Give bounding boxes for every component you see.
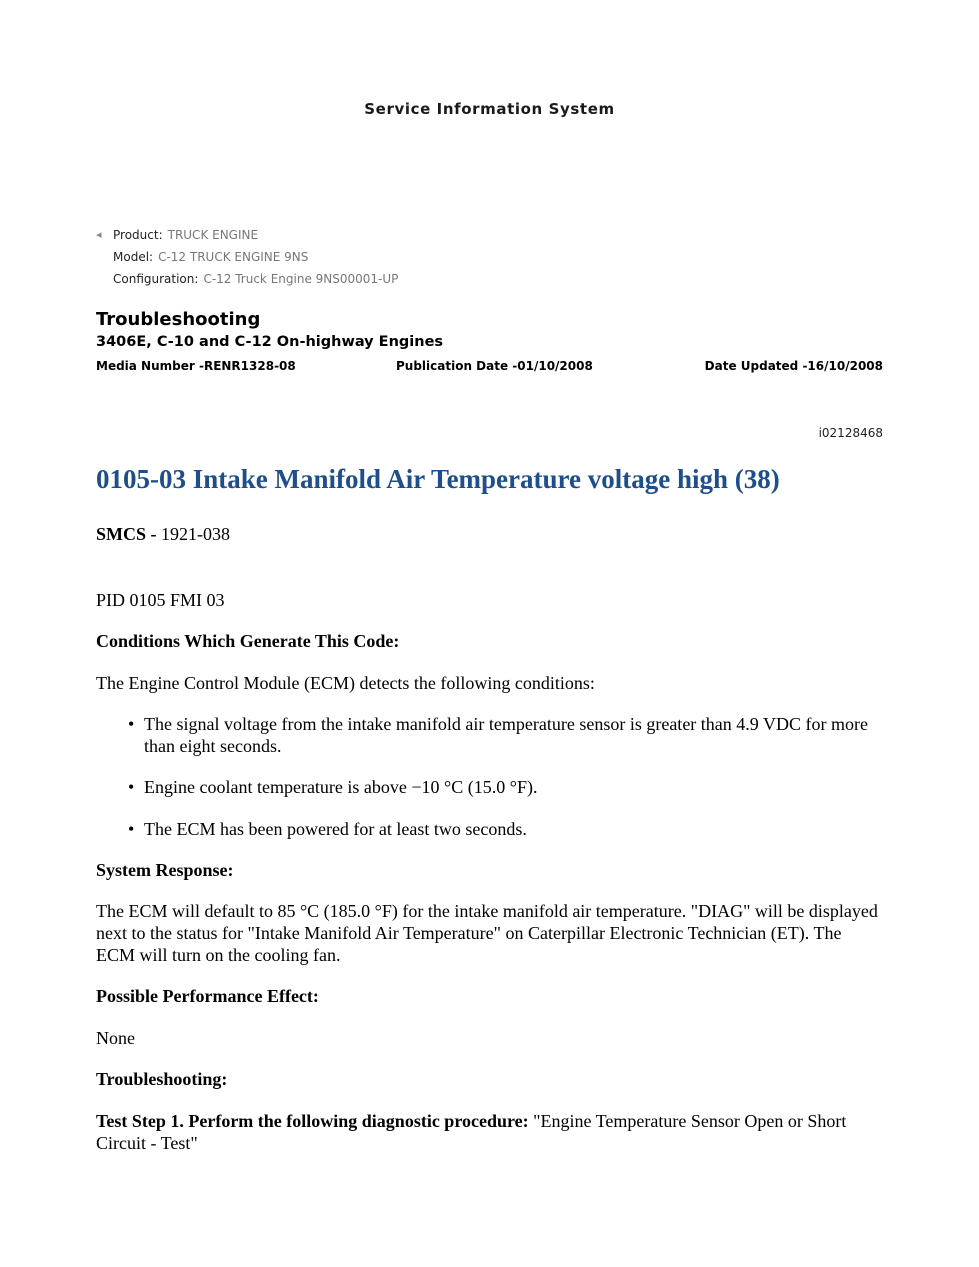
conditions-intro: The Engine Control Module (ECM) detects the following conditions: (96, 673, 595, 693)
smcs-value: 1921-038 (161, 524, 231, 544)
list-item (128, 818, 888, 840)
model-row (96, 246, 398, 268)
product-row (96, 224, 398, 246)
troubleshooting-heading: Troubleshooting: (96, 1069, 228, 1089)
chevron-left-icon[interactable]: ◂ (96, 228, 102, 241)
article-title: 0105-03 Intake Manifold Air Temperature voltage high (38) (96, 464, 780, 494)
document-subtitle: 3406E, C-10 and C-12 On-highway Engines (96, 334, 444, 350)
configuration-value: C-12 Truck Engine 9NS00001-UP (203, 272, 399, 286)
product-value: TRUCK ENGINE (167, 228, 259, 242)
test-step-label: Test Step 1. Perform the following diagnostic procedure: (96, 1111, 529, 1131)
conditions-heading: Conditions Which Generate This Code: (96, 631, 400, 651)
configuration-label: Configuration: (113, 272, 199, 286)
test-step-text: "Engine Temperature Sensor Open or Short Circuit - Test" (96, 1111, 847, 1153)
date-updated: Date Updated -16/10/2008 (704, 359, 883, 373)
smcs-label: SMCS - (96, 524, 157, 544)
bullet-icon: • (128, 714, 135, 734)
publication-date: Publication Date -01/10/2008 (396, 359, 593, 373)
condition-text: The signal voltage from the intake manifold air temperature sensor is greater than 4.9 VDC for more than eight seconds. (144, 714, 868, 756)
list-item (128, 776, 888, 798)
model-value: C-12 TRUCK ENGINE 9NS (158, 250, 309, 264)
product-label: Product: (113, 228, 163, 242)
configuration-row (96, 268, 398, 290)
condition-text: Engine coolant temperature is above −10 °C (15.0 °F). (144, 777, 538, 797)
media-number: Media Number -RENR1328-08 (96, 359, 296, 373)
system-response-heading: System Response: (96, 860, 234, 880)
document-id: i02128468 (818, 426, 883, 440)
system-response-text: The ECM will default to 85 °C (185.0 °F) for the intake manifold air temperature. "DIAG" will be displayed next to the status for "Intake Manifold Air Temperature" on Caterpillar Electronic Technician (ET). The ECM will turn on the cooling fan. (96, 901, 878, 965)
pid-fmi: PID 0105 FMI 03 (96, 590, 225, 610)
smcs-line (96, 523, 883, 545)
performance-heading: Possible Performance Effect: (96, 986, 319, 1006)
bullet-icon: • (128, 777, 135, 797)
model-label: Model: (113, 250, 154, 264)
test-step-1 (96, 1110, 883, 1154)
condition-text: The ECM has been powered for at least two seconds. (144, 819, 527, 839)
performance-text: None (96, 1028, 135, 1048)
document-title: Troubleshooting (96, 309, 261, 330)
system-title: Service Information System (364, 100, 615, 118)
bullet-icon: • (128, 819, 135, 839)
list-item (128, 713, 888, 757)
product-info (96, 224, 398, 290)
